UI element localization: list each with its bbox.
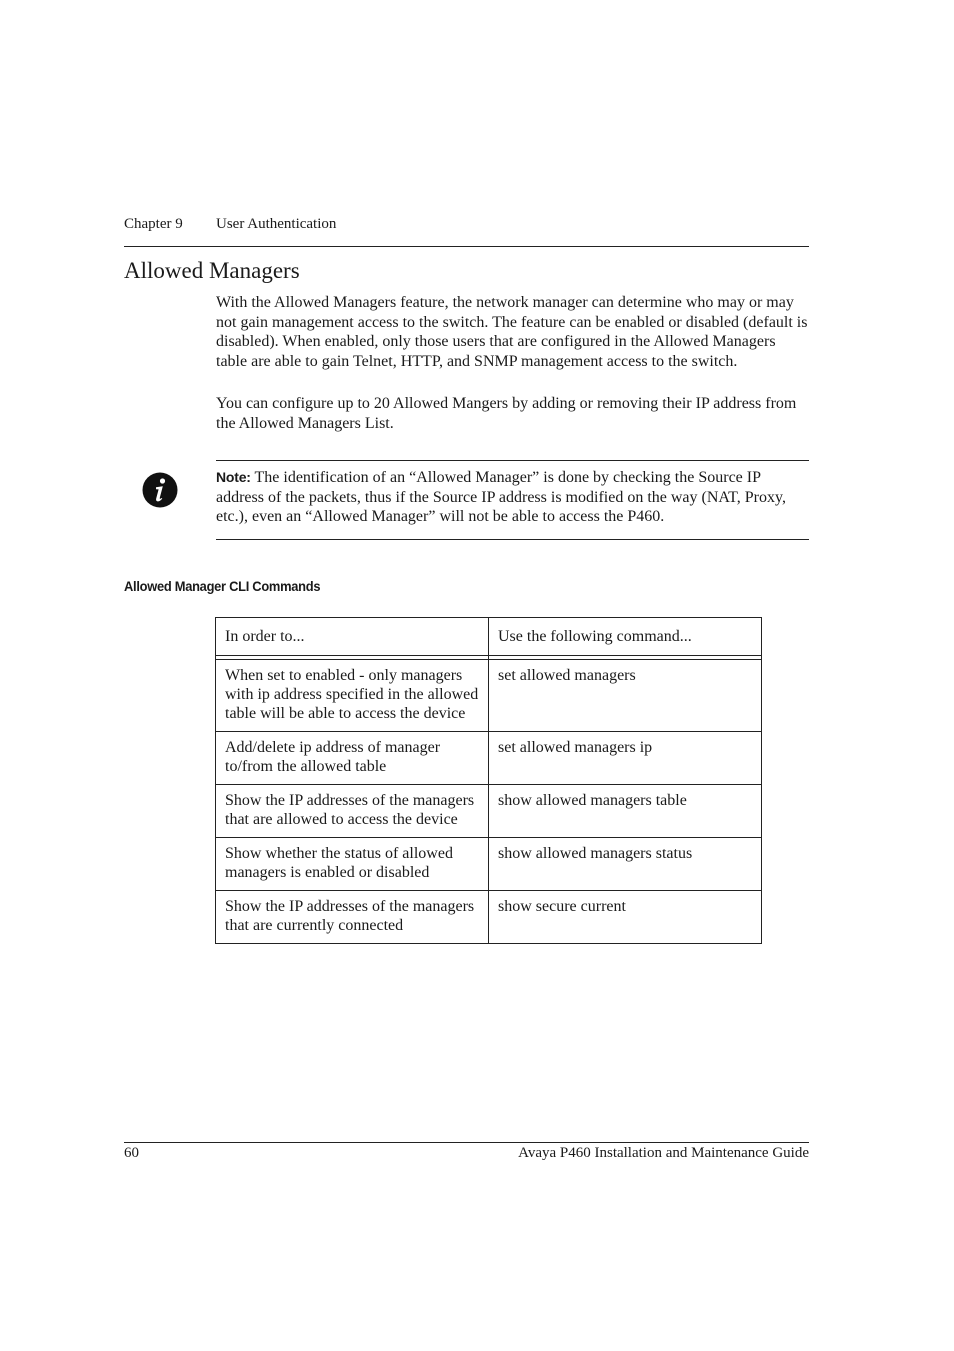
- table-header-cell: In order to...: [216, 618, 489, 656]
- page-number: 60: [124, 1145, 139, 1161]
- table-cell-command: show allowed managers table: [489, 785, 762, 838]
- table-row: [216, 838, 762, 891]
- note-body: The identification of an “Allowed Manager” is done by checking the Source IP address of the packets, thus if the Source IP address is modified on the way (NAT, Proxy, etc.), even an “Allowed Manager” will not be able to access the P460.: [216, 469, 786, 525]
- table-cell-purpose: Show whether the status of allowed managers is enabled or disabled: [216, 838, 489, 891]
- table-cell-command: show secure current: [489, 891, 762, 944]
- body-paragraph: With the Allowed Managers feature, the network manager can determine who may or may not gain management access to the switch. The feature can be enabled or disabled (default is disabled). When enabled, only those users that are configured in the Allowed Managers table are able to gain Telnet, HTTP, and SNMP management access to the switch.: [216, 294, 808, 370]
- table-header-cell: Use the following command...: [489, 618, 762, 656]
- info-icon: [142, 472, 178, 508]
- note-text: [216, 468, 809, 527]
- table-row: [216, 891, 762, 944]
- table-row: [216, 660, 762, 732]
- note-rule-top: [216, 460, 809, 461]
- table-cell-command: set allowed managers ip: [489, 732, 762, 785]
- table-row: [216, 785, 762, 838]
- guide-title: Avaya P460 Installation and Maintenance Guide: [518, 1145, 809, 1161]
- note-label: Note:: [216, 469, 251, 485]
- table-cell-command: show allowed managers status: [489, 838, 762, 891]
- table-cell-purpose: Add/delete ip address of manager to/from the allowed table: [216, 732, 489, 785]
- section-heading: Allowed Managers: [124, 258, 300, 283]
- cli-commands-table: [215, 617, 762, 944]
- note-rule-bottom: [216, 539, 809, 540]
- table-cell-command: set allowed managers: [489, 660, 762, 732]
- chapter-title: User Authentication: [216, 216, 337, 232]
- table-header-row: [216, 618, 762, 656]
- chapter-number: Chapter 9: [124, 216, 183, 232]
- table-row: [216, 732, 762, 785]
- subsection-heading: Allowed Manager CLI Commands: [124, 578, 321, 594]
- body-paragraph: You can configure up to 20 Allowed Mangers by adding or removing their IP address from the Allowed Managers List.: [216, 395, 797, 432]
- table-cell-purpose: Show the IP addresses of the managers that are allowed to access the device: [216, 785, 489, 838]
- footer-rule: [124, 1142, 809, 1143]
- table-cell-purpose: When set to enabled - only managers with ip address specified in the allowed table will be able to access the device: [216, 660, 489, 732]
- header-rule: [124, 246, 809, 247]
- table-cell-purpose: Show the IP addresses of the managers that are currently connected: [216, 891, 489, 944]
